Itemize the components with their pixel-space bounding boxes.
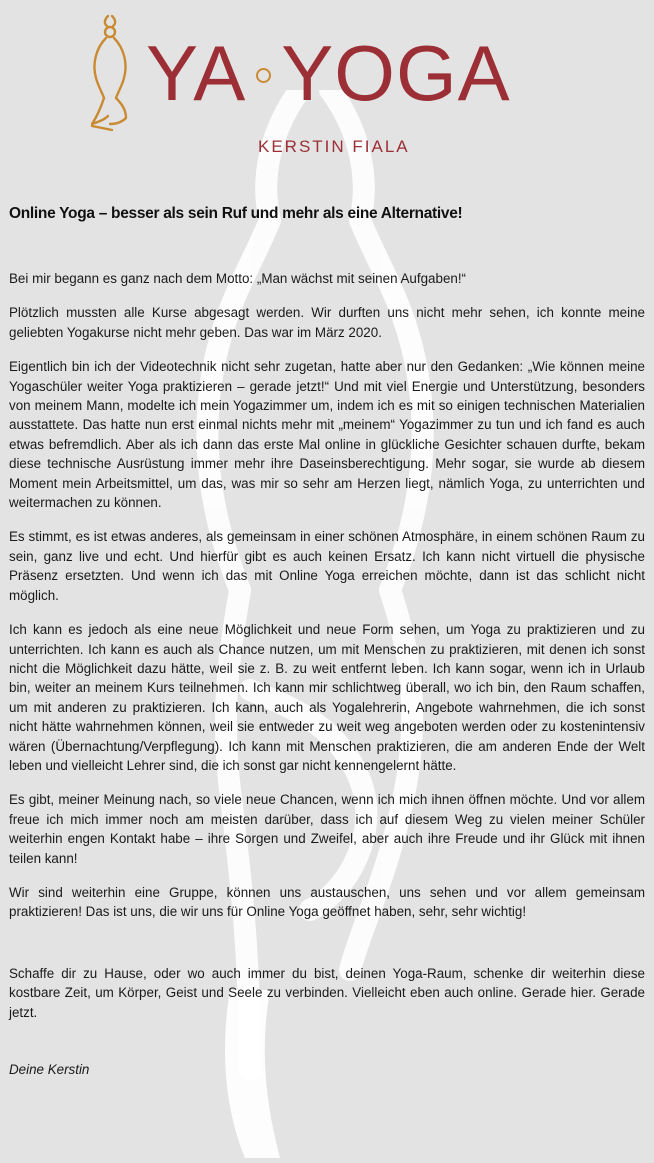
brand-logo bbox=[146, 29, 511, 117]
article-paragraph: Schaffe dir zu Hause, oder wo auch immer du bist, deinen Yoga-Raum, schenke dir weiterhin diese kostbare Zeit, um Körper, Geist und Seele zu verbinden. Vielleicht eben auch online. Gerade hier. Gerade jetzt. bbox=[9, 965, 645, 1020]
article-paragraph: Plötzlich mussten alle Kurse abgesagt werden. Wir durften uns nicht mehr sehen, ich konnte meine geliebten Yogakurse nicht mehr geben. Das war im März 2020. bbox=[9, 305, 645, 340]
article-paragraph: Eigentlich bin ich der Videotechnik nicht sehr zugetan, hatte aber nur den Gedanken: „Wie können meine Yogaschüler weiter Yoga praktizieren – gerade jetzt!“ Und mit viel Energie und Unterstützung, besonders von meinem Mann, modelte ich mein Yogazimmer um, indem ich es mit so einigen technischen Materialien ausstattete. Das hatte nun erst einmal nichts mehr mit „meinem“ Yogazimmer zu tun und ich fand es auch etwas befremdlich. Aber als ich dann das erste Mal online in glückliche Gesichter schauen durfte, bekam diese technische Ausrüstung immer mehr ihre Daseinsberechtigung. Mehr sogar, sie wurde ab diesem Moment mein Arbeitsmittel, um das, was mir so sehr am Herzen liegt, nämlich Yoga, zu unterrichten und weitermachen zu können. bbox=[9, 359, 645, 511]
brand-subtitle: KERSTIN FIALA bbox=[258, 137, 410, 156]
header bbox=[0, 0, 654, 170]
article-title: Online Yoga – besser als sein Ruf und mehr als eine Alternative! bbox=[9, 205, 463, 222]
article bbox=[9, 205, 645, 1077]
yoga-figure-icon bbox=[82, 14, 138, 136]
brand-name-part2: YOGA bbox=[281, 29, 511, 117]
article-paragraph: Wir sind weiterhin eine Gruppe, können uns austauschen, uns sehen und vor allem gemeinsam praktizieren! Das ist uns, die wir uns für Online Yoga geöffnet haben, sehr, sehr wichtig! bbox=[9, 884, 645, 920]
article-paragraph: Es gibt, meiner Meinung nach, so viele neue Chancen, wenn ich mich ihnen öffnen möchte. Und vor allem freue ich mich immer noch am meisten darüber, dass ich auf diesem Weg zu vielen meiner Schüler weiterhin engen Kontakt habe – ihre Sorgen und Zweifel, aber auch ihre Freude und ihr Glück mit ihnen teilen kann! bbox=[9, 792, 645, 866]
article-paragraph: Es stimmt, es ist etwas anderes, als gemeinsam in einer schönen Atmosphäre, in einem schönen Raum zu sein, ganz live und echt. Und hierfür gibt es auch keinen Ersatz. Ich kann nicht virtuell die physische Präsenz ersetzten. Und wenn ich das mit Online Yoga erreichen möchte, dann ist das schlicht nicht möglich. bbox=[9, 529, 645, 603]
brand-dot-icon bbox=[256, 68, 271, 83]
article-paragraph: Bei mir begann es ganz nach dem Motto: „Man wächst mit seinen Aufgaben!“ bbox=[9, 271, 467, 286]
brand-name-part1: YA bbox=[146, 29, 247, 117]
signature: Deine Kerstin bbox=[9, 1062, 90, 1077]
article-paragraph: Ich kann es jedoch als eine neue Möglichkeit und neue Form sehen, um Yoga zu praktizieren und zu unterrichten. Ich kann es auch als Chance nutzen, um mit Menschen zu praktizieren, mit denen ich sonst nicht die Möglichkeit dazu hätte, weil sie z. B. zu weit entfernt leben. Ich kann sogar, wenn ich in Urlaub bin, weiter an meinem Kurs teilnehmen. Ich kann mir schlichtweg überall, wo ich bin, den Raum schaffen, um mit anderen zu praktizieren. Ich kann, auch als Yogalehrerin, Angebote wahrnehmen, die ich sonst nicht hätte wahrnehmen können, weil sie entweder zu weit weg angeboten werden oder zu kostenintensiv wären (Übernachtung/Verpflegung). Ich kann mit Menschen praktizieren, die am anderen Ende der Welt leben und vielleicht Lehrer sind, die ich sonst gar nicht kennengelernt hätte. bbox=[9, 622, 645, 773]
